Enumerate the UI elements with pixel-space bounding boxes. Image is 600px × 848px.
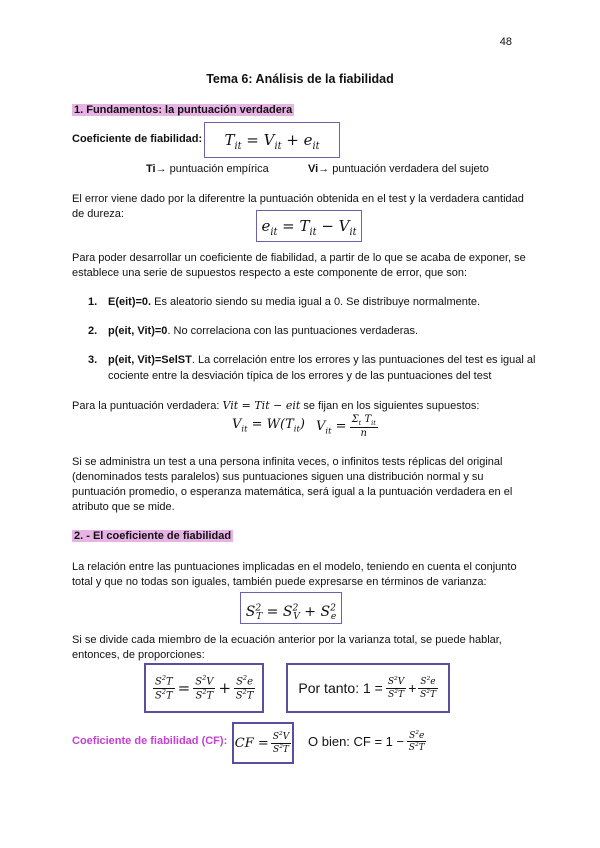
- divide-paragraph: Si se divide cada miembro de la ecuación anterior por la varianza total, se puede hablar, entonces, de proporciones:: [72, 634, 502, 661]
- o-bien-equation: O bien: CF = 1 − $\frac{S^2e}{S^2T}$: [308, 730, 425, 754]
- vi-definition: Vi→ puntuación verdadera del sujeto: [308, 163, 489, 175]
- infinite-paragraph: Si se administra un test a una persona infinita veces, o infinitos tests réplicas del original (denominados tests paralelos) sus puntuaciones siguen una distribución normal y su puntuación promedio, o esperanza matemática, será igual a la puntuación verdadera en el atributo que se mide.: [72, 456, 513, 513]
- true-score-equation-2: $V_{it}$ = $\frac{\Sigma_t T_{it}}{n}$: [316, 414, 376, 440]
- ti-definition: Ti→ puntuación empírica: [146, 163, 269, 175]
- error-equation: $e_{it} = T_{it} - V_{it}$: [261, 217, 357, 238]
- relation-paragraph: La relación entre las puntuaciones implicadas en el modelo, teniendo en cuenta el conjunto total y que no todas son iguales, también puede expresarse en términos de varianza:: [72, 561, 517, 588]
- section2-heading: 2. - El coeficiente de fiabilidad: [74, 530, 232, 542]
- page-number: 48: [499, 36, 512, 48]
- cf-label: Coeficiente de fiabilidad (CF):: [72, 735, 228, 747]
- develop-paragraph: Para poder desarrollar un coeficiente de fiabilidad, a partir de lo que se acaba de exponer, se establece una serie de supuestos respecto a este componente de error, que son:: [72, 252, 526, 279]
- true-score-paragraph: Para la puntuación verdadera: Vit = Tit − eit se fijan en los siguientes supuestos:: [72, 399, 480, 412]
- variance-equation: $S^2_T = S^2_V + S^2_e$: [245, 603, 337, 623]
- true-score-equation-1: $V_{it} = W(T_{it})$: [232, 417, 305, 434]
- assumption-2: 2. p(eit, Vit)=0. No correlaciona con las puntuaciones verdaderas.: [88, 325, 419, 337]
- error-equation-box: [256, 210, 362, 242]
- main-equation: $T_{it} = V_{it} + e_{it}$: [224, 131, 320, 152]
- error-paragraph: El error viene dado por la diferentre la puntuación obtenida en el test y la verdadera cantidad de dureza:: [72, 193, 524, 220]
- cf-equation-box: CF = $\frac{S^2V}{S^2T}$: [232, 722, 294, 764]
- proportion-equation-box: $\frac{S^2T}{S^2T}$ = $\frac{S^2V}{S^2T}$ + $\frac{S^2e}{S^2T}$: [144, 663, 264, 713]
- main-equation-box: [204, 122, 340, 158]
- assumption-1: 1. E(eit)=0. Es aleatorio siendo su media igual a 0. Se distribuye normalmente.: [88, 296, 481, 308]
- coef-label: Coeficiente de fiabilidad:: [72, 133, 203, 145]
- por-tanto-box: Por tanto: 1 = $\frac{S^2V}{S^2T}$ + $\frac{S^2e}{S^2T}$: [286, 663, 450, 713]
- page-title: Tema 6: Análisis de la fiabilidad: [206, 72, 394, 86]
- assumption-3: 3. p(eit, Vit)=SelST. La correlación entre los errores y las puntuaciones del test es igual al cociente entre la desviación típica de los errores y de las puntuaciones del test: [88, 354, 536, 382]
- section1-heading: 1. Fundamentos: la puntuación verdadera: [74, 104, 293, 116]
- variance-equation-box: [240, 592, 342, 624]
